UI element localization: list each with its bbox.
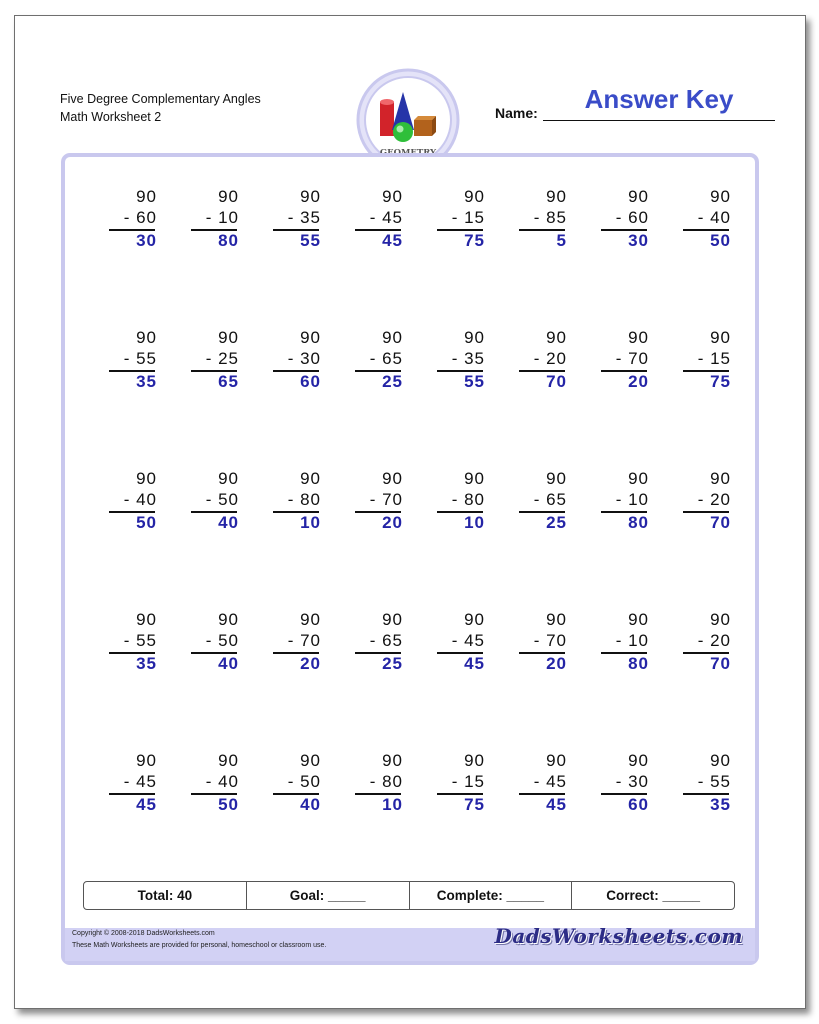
problem [687,610,731,674]
answer-line [437,229,483,231]
answer: 10 [382,795,403,814]
answer: 45 [382,231,403,250]
answer: 50 [136,513,157,532]
answer: 70 [710,513,731,532]
answer-line [683,511,729,513]
answer-line [273,229,319,231]
answer: 75 [464,231,485,250]
answer: 75 [710,372,731,391]
problem [605,751,649,815]
minuend: 90 [546,610,567,629]
problem [195,469,239,533]
answer: 55 [464,372,485,391]
minuend: 90 [710,469,731,488]
name-label: Name: [495,105,538,121]
answer-line [355,370,401,372]
answer: 20 [382,513,403,532]
subtrahend: - 10 [205,208,239,227]
problem [195,751,239,815]
subtrahend: - 70 [369,490,403,509]
problem [441,328,485,392]
answer-line [683,793,729,795]
score-bar [83,881,735,910]
problem [359,610,403,674]
problem [605,328,649,392]
problem [359,328,403,392]
minuend: 90 [300,187,321,206]
problem [277,187,321,251]
minuend: 90 [710,751,731,770]
problem [359,469,403,533]
problem [687,328,731,392]
answer-line [273,793,319,795]
answer-line [109,652,155,654]
answer-line [273,652,319,654]
answer: 45 [136,795,157,814]
minuend: 90 [300,751,321,770]
answer-line [273,370,319,372]
problem [687,751,731,815]
subtrahend: - 50 [205,490,239,509]
minuend: 90 [382,328,403,347]
subtrahend: - 55 [697,772,731,791]
answer-line [437,370,483,372]
minuend: 90 [546,751,567,770]
minuend: 90 [218,328,239,347]
answer-line [191,511,237,513]
answer: 70 [546,372,567,391]
answer-line [519,511,565,513]
subtrahend: - 15 [451,772,485,791]
answer: 10 [300,513,321,532]
subtrahend: - 45 [451,631,485,650]
minuend: 90 [710,610,731,629]
minuend: 90 [628,469,649,488]
total-count: Total: 40 [84,882,247,909]
answer: 20 [546,654,567,673]
answer: 30 [628,231,649,250]
minuend: 90 [136,328,157,347]
answer: 35 [136,372,157,391]
subtrahend: - 60 [123,208,157,227]
subtrahend: - 65 [533,490,567,509]
answer: 40 [300,795,321,814]
answer: 70 [710,654,731,673]
answer-line [437,652,483,654]
subtrahend: - 35 [287,208,321,227]
subtrahend: - 70 [287,631,321,650]
minuend: 90 [710,328,731,347]
minuend: 90 [628,328,649,347]
answer: 40 [218,654,239,673]
minuend: 90 [382,610,403,629]
problem [441,187,485,251]
minuend: 90 [464,751,485,770]
brand-logo: DadsWorksheets.com [494,924,743,948]
minuend: 90 [464,610,485,629]
subtrahend: - 15 [451,208,485,227]
problem [113,610,157,674]
subtrahend: - 35 [451,349,485,368]
answer: 5 [556,231,567,250]
subtrahend: - 50 [287,772,321,791]
minuend: 90 [628,751,649,770]
answer-line [519,229,565,231]
worksheet-title: Five Degree Complementary Angles [60,92,261,106]
answer-line [109,370,155,372]
subtrahend: - 15 [697,349,731,368]
minuend: 90 [300,469,321,488]
minuend: 90 [218,751,239,770]
answer-line [519,652,565,654]
subtrahend: - 70 [533,631,567,650]
answer: 35 [710,795,731,814]
answer-line [601,511,647,513]
problem [605,469,649,533]
subtrahend: - 10 [615,490,649,509]
problem [277,751,321,815]
answer-line [273,511,319,513]
answer: 20 [628,372,649,391]
answer: 45 [464,654,485,673]
minuend: 90 [136,469,157,488]
answer-line [109,229,155,231]
problem [523,328,567,392]
problem [523,469,567,533]
answer-line [191,370,237,372]
problem [441,610,485,674]
answer: 40 [218,513,239,532]
answer-line [601,229,647,231]
minuend: 90 [464,328,485,347]
problem [277,610,321,674]
name-value: Answer Key [584,84,734,114]
subtrahend: - 80 [369,772,403,791]
subtrahend: - 80 [451,490,485,509]
minuend: 90 [136,187,157,206]
answer-line [191,652,237,654]
answer-line [601,652,647,654]
minuend: 90 [628,610,649,629]
problem-grid [65,157,755,877]
answer: 75 [464,795,485,814]
minuend: 90 [546,328,567,347]
answer-line [355,511,401,513]
problem [441,751,485,815]
subtrahend: - 20 [697,490,731,509]
problem [277,328,321,392]
problem [359,751,403,815]
worksheet-page [14,15,806,1009]
answer-line [437,511,483,513]
problem [359,187,403,251]
problem [113,751,157,815]
subtrahend: - 65 [369,349,403,368]
answer: 25 [546,513,567,532]
answer-line [437,793,483,795]
answer: 45 [546,795,567,814]
minuend: 90 [136,610,157,629]
complete-field: Complete: _____ [410,882,573,909]
answer: 50 [218,795,239,814]
subtrahend: - 55 [123,349,157,368]
answer: 30 [136,231,157,250]
subtrahend: - 45 [533,772,567,791]
answer-line [191,793,237,795]
problem [113,187,157,251]
subtrahend: - 70 [615,349,649,368]
minuend: 90 [300,610,321,629]
copyright-text: Copyright © 2008-2018 DadsWorksheets.com [72,930,215,937]
minuend: 90 [382,469,403,488]
minuend: 90 [300,328,321,347]
answer-line [109,793,155,795]
answer-line [355,229,401,231]
subtrahend: - 40 [697,208,731,227]
minuend: 90 [628,187,649,206]
minuend: 90 [218,469,239,488]
problem [523,610,567,674]
subtrahend: - 20 [533,349,567,368]
subtrahend: - 65 [369,631,403,650]
answer-line [519,370,565,372]
subtrahend: - 25 [205,349,239,368]
answer: 35 [136,654,157,673]
problem [195,328,239,392]
answer: 10 [464,513,485,532]
answer: 25 [382,654,403,673]
subtrahend: - 45 [369,208,403,227]
answer: 60 [628,795,649,814]
answer-line [683,229,729,231]
minuend: 90 [546,187,567,206]
subtrahend: - 55 [123,631,157,650]
answer-line [355,793,401,795]
answer: 65 [218,372,239,391]
correct-field: Correct: _____ [606,888,701,903]
problem [195,187,239,251]
answer-line [683,370,729,372]
answer: 50 [710,231,731,250]
answer: 60 [300,372,321,391]
worksheet-subtitle: Math Worksheet 2 [60,110,162,124]
usage-text: These Math Worksheets are provided for personal, homeschool or classroom use. [72,942,327,949]
problem [523,751,567,815]
problem [113,469,157,533]
problem [687,469,731,533]
answer: 80 [628,513,649,532]
subtrahend: - 50 [205,631,239,650]
subtrahend: - 45 [123,772,157,791]
subtrahend: - 80 [287,490,321,509]
minuend: 90 [382,751,403,770]
answer: 55 [300,231,321,250]
answer: 25 [382,372,403,391]
goal-field: Goal: _____ [247,882,410,909]
answer-line [683,652,729,654]
subtrahend: - 30 [615,772,649,791]
problem [523,187,567,251]
answer-line [601,793,647,795]
answer-line [601,370,647,372]
problem [441,469,485,533]
minuend: 90 [546,469,567,488]
answer: 80 [628,654,649,673]
problem [113,328,157,392]
answer: 20 [300,654,321,673]
problem [277,469,321,533]
subtrahend: - 85 [533,208,567,227]
minuend: 90 [136,751,157,770]
answer-line [109,511,155,513]
minuend: 90 [218,610,239,629]
problem [605,187,649,251]
answer-line [355,652,401,654]
minuend: 90 [710,187,731,206]
subtrahend: - 40 [205,772,239,791]
subtrahend: - 20 [697,631,731,650]
problems-frame [61,153,759,965]
subtrahend: - 30 [287,349,321,368]
subtrahend: - 10 [615,631,649,650]
minuend: 90 [464,469,485,488]
subtrahend: - 40 [123,490,157,509]
subtrahend: - 60 [615,208,649,227]
minuend: 90 [218,187,239,206]
answer: 80 [218,231,239,250]
minuend: 90 [464,187,485,206]
answer-line [191,229,237,231]
minuend: 90 [382,187,403,206]
answer-line [519,793,565,795]
problem [195,610,239,674]
name-line [543,120,775,121]
problem [687,187,731,251]
problem [605,610,649,674]
